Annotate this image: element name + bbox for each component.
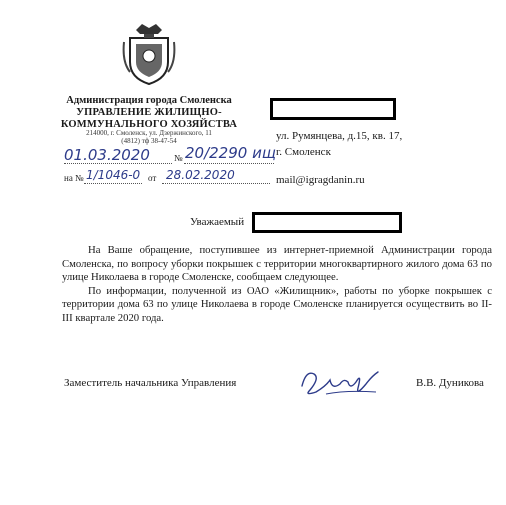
- ref-from-label: от: [148, 173, 157, 183]
- organization-block: [40, 95, 258, 146]
- recipient-city: г. Смоленск: [276, 146, 331, 158]
- recipient-name-redaction: [270, 98, 396, 120]
- signatory-position: Заместитель начальника Управления: [64, 377, 237, 389]
- outgoing-number: 20/2290 ищ: [185, 144, 276, 162]
- number-sign: №: [174, 153, 183, 163]
- coat-of-arms-icon: [122, 22, 176, 88]
- ref-number-label: на №: [64, 173, 84, 183]
- recipient-email: mail@igragdanin.ru: [276, 174, 365, 186]
- body-paragraph-2: По информации, полученной из ОАО «Жилищник», работы по уборке покрышек с территории дома 63 по улице Николаева в городе Смоленске планируется осуществить во II-III квартале 2020 года.: [62, 284, 492, 324]
- recipient-street: ул. Румянцева, д.15, кв. 17,: [276, 130, 403, 142]
- outgoing-date: 01.03.2020: [64, 146, 150, 164]
- org-department: УПРАВЛЕНИЕ ЖИЛИЩНО-: [76, 106, 222, 118]
- ref-date: 28.02.2020: [166, 168, 235, 182]
- greeting: Уважаемый: [190, 216, 245, 228]
- letter-body: [62, 244, 492, 326]
- org-phone: (4812) тф 38-47-54: [121, 137, 177, 146]
- handwritten-signature: [296, 364, 386, 400]
- greeting-name-redaction: [252, 212, 402, 233]
- org-address: 214000, г. Смоленск, ул. Дзержинского, 11: [86, 129, 212, 138]
- body-paragraph-1: На Ваше обращение, поступившее из интернет-приемной Администрации города Смоленска, по вопросу уборки покрышек с территории многоквартирного жилого дома 63 по улице Николаева в городе Смоленске, сообщаем следующее.: [62, 244, 492, 284]
- signatory-name: В.В. Дуникова: [416, 377, 484, 389]
- ref-number: 1/1046-0: [86, 168, 141, 182]
- org-department-cont: КОММУНАЛЬНОГО ХОЗЯЙСТВА: [60, 118, 238, 130]
- org-name: Администрация города Смоленска: [66, 95, 232, 106]
